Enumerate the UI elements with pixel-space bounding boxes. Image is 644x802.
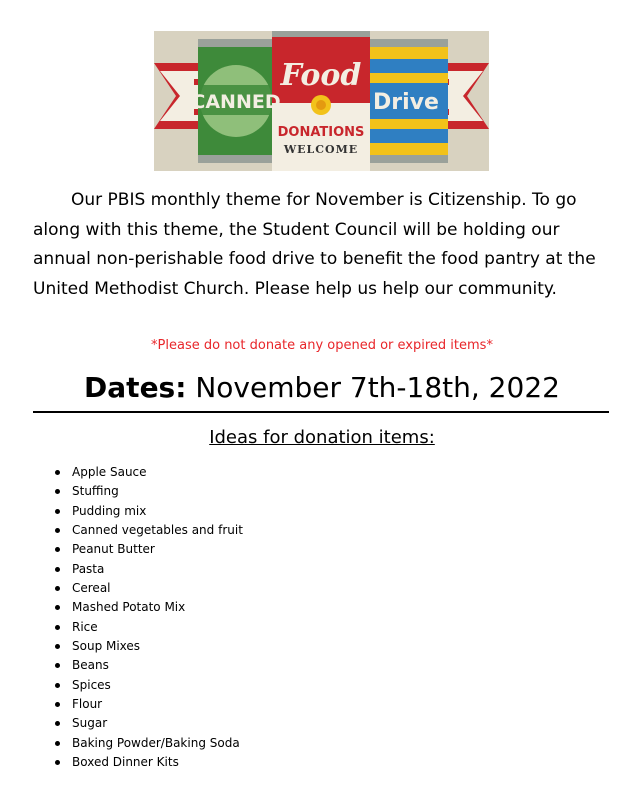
list-item-label: Beans (72, 658, 109, 673)
list-item-label: Boxed Dinner Kits (72, 755, 179, 770)
intro-paragraph: Our PBIS monthly theme for November is Citizenship. To go along with this theme, the Student Council will be holding our annual non-perishable food drive to benefit the food pantry at the United Methodist Church. Please help us help our community. (33, 190, 596, 299)
dates-line (0, 368, 644, 408)
banner-canned-text: CANNED (191, 91, 281, 113)
list-item (52, 560, 243, 579)
food-drive-banner (154, 31, 489, 171)
bullet-icon (55, 605, 60, 610)
ideas-heading: Ideas for donation items: (209, 427, 435, 448)
list-item-label: Baking Powder/Baking Soda (72, 735, 240, 750)
dates-value: November 7th-18th, 2022 (195, 371, 560, 404)
list-item-label: Rice (72, 619, 98, 634)
list-item (52, 540, 243, 559)
list-item-label: Flour (72, 697, 103, 712)
list-item (52, 734, 243, 753)
banner-drive-text: Drive (373, 90, 439, 115)
list-item (52, 463, 243, 482)
bullet-icon (55, 567, 60, 572)
bullet-icon (55, 741, 60, 746)
list-item-label: Mashed Potato Mix (72, 600, 186, 615)
donation-items-list (52, 463, 243, 773)
divider-line (33, 411, 609, 413)
list-item-label: Apple Sauce (72, 465, 147, 479)
list-item-label: Peanut Butter (72, 542, 155, 557)
list-item (52, 656, 243, 675)
donation-notice: *Please do not donate any opened or expired items* (151, 338, 493, 353)
bullet-icon (55, 644, 60, 649)
bullet-icon (55, 489, 60, 494)
list-item-label: Cereal (72, 581, 111, 596)
list-item (52, 482, 243, 501)
list-item (52, 618, 243, 637)
banner-welcome-text: WELCOME (283, 143, 359, 156)
bullet-icon (55, 470, 60, 475)
list-item-label: Pasta (72, 561, 105, 576)
list-item-label: Sugar (72, 716, 108, 731)
bullet-icon (55, 721, 60, 726)
list-item (52, 695, 243, 714)
bullet-icon (55, 683, 60, 688)
bullet-icon (55, 663, 60, 668)
bullet-icon (55, 586, 60, 591)
list-item (52, 521, 243, 540)
bullet-icon (55, 760, 60, 765)
list-item (52, 598, 243, 617)
bullet-icon (55, 702, 60, 707)
bullet-icon (55, 528, 60, 533)
bullet-icon (55, 509, 60, 514)
bullet-icon (55, 625, 60, 630)
banner-food-text: Food (280, 58, 362, 93)
bullet-icon (55, 547, 60, 552)
list-item (52, 579, 243, 598)
dates-label: Dates: (84, 371, 187, 404)
list-item-label: Spices (72, 677, 111, 692)
list-item-label: Pudding mix (72, 503, 147, 518)
banner-illustration (154, 31, 489, 171)
list-item (52, 714, 243, 733)
list-item (52, 676, 243, 695)
list-item (52, 502, 243, 521)
list-item (52, 753, 243, 772)
list-item-label: Canned vegetables and fruit (72, 523, 243, 538)
list-item (52, 637, 243, 656)
list-item-label: Soup Mixes (72, 639, 141, 654)
list-item-label: Stuffing (72, 484, 119, 499)
banner-donations-text: DONATIONS (277, 125, 365, 140)
